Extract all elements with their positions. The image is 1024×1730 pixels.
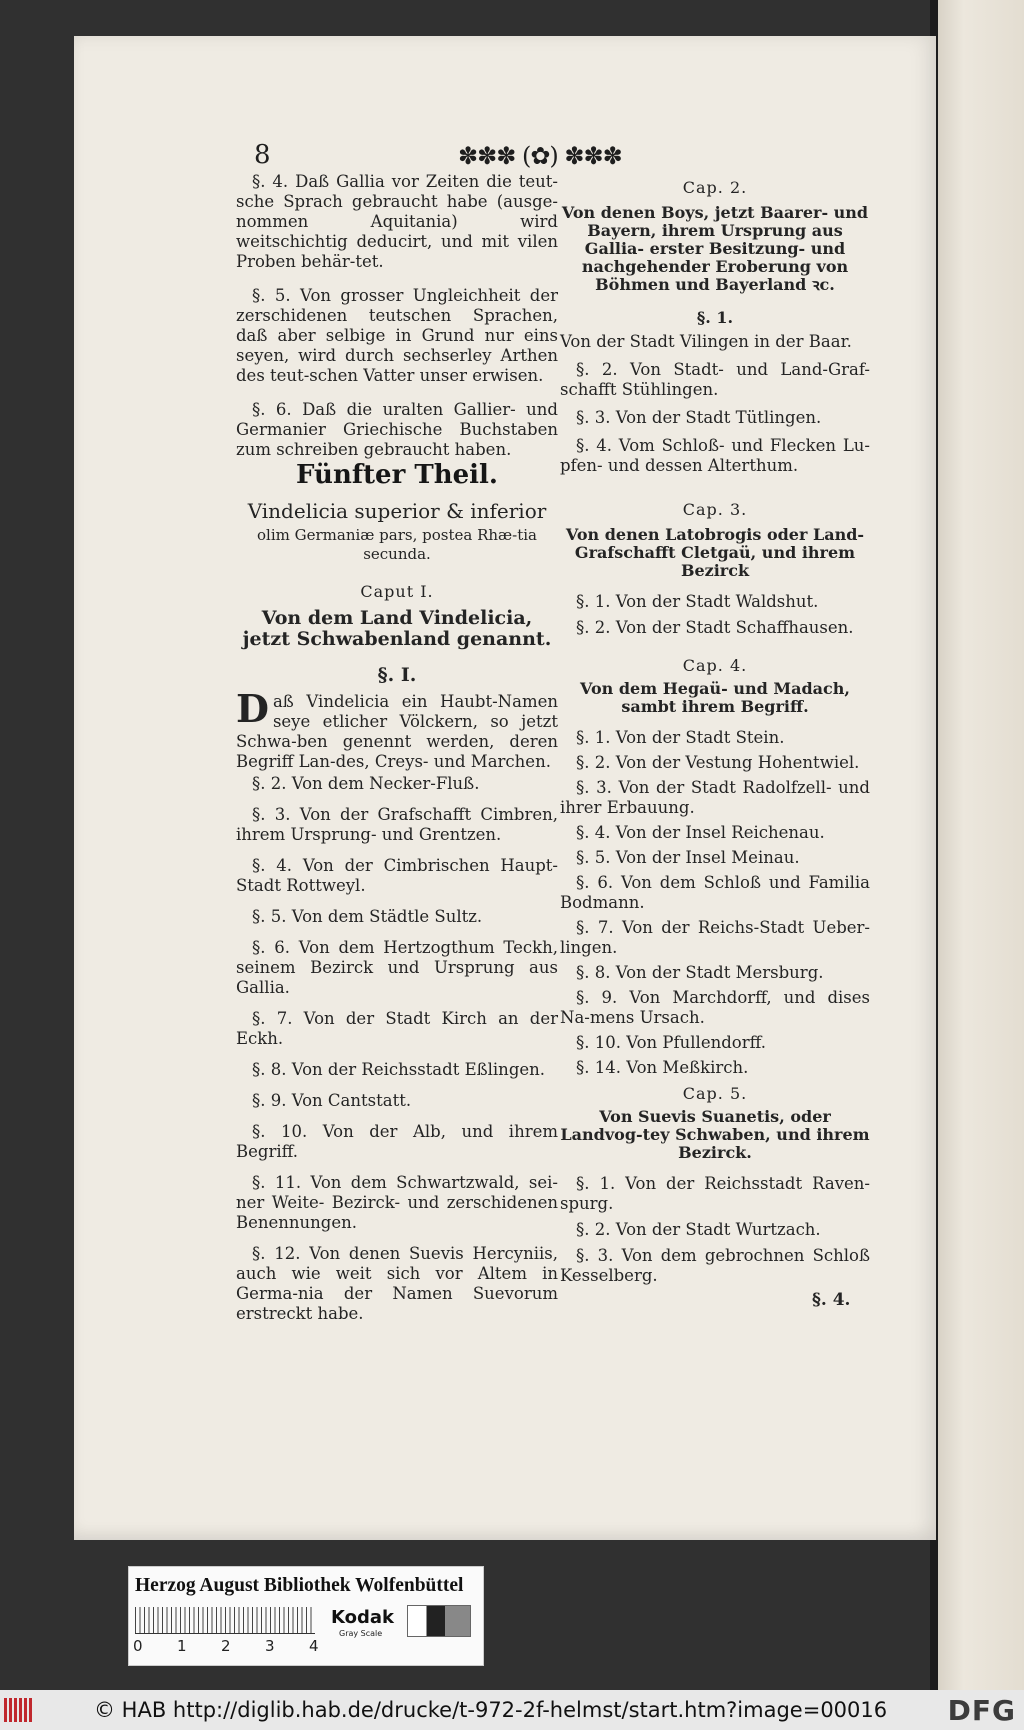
entry: §. 3. Von der Stadt Tütlingen. xyxy=(576,408,822,427)
cap-4-label: Cap. 4. xyxy=(682,656,748,675)
entry: §. 3. Von der Grafschafft Cimbren, ihrem Ursprung- und Grentzen. xyxy=(236,805,558,844)
cap-5-title: Von Suevis Suanetis, oder Landvog-tey Schwaben, und ihrem Bezirck. xyxy=(560,1107,870,1162)
cap-2-title: Von denen Boys, jetzt Baarer- und Bayern, ihrem Ursprung aus Gallia- erster Besitzung- und nachgehender Eroberung von Böhmen und Bayerland ꝛc. xyxy=(561,203,869,294)
entry: §. 1. Von der Stadt Stein. xyxy=(576,728,785,747)
cap-3-title: Von denen Latobrogis oder Land-Grafschafft Cletgaü, und ihrem Bezirck xyxy=(565,525,865,580)
cap-5-label: Cap. 5. xyxy=(682,1084,748,1103)
entry: §. 6. Von dem Hertzogthum Teckh, seinem Bezirck und Ursprung aus Gallia. xyxy=(236,938,558,997)
entries-top xyxy=(236,172,558,460)
entry: §. 6. Von dem Schloß und Familia Bodmann. xyxy=(560,873,870,912)
facing-page-edge xyxy=(938,0,1024,1690)
entry: §. 7. Von der Reichs-Stadt Ueber-lingen. xyxy=(560,918,870,957)
entry: §. 5. Von der Insel Meinau. xyxy=(576,848,800,867)
footer-bar xyxy=(0,1690,1024,1730)
entry: §. 2. Von Stadt- und Land-Graf-schafft Stühlingen. xyxy=(560,360,870,399)
part-subtitle: Vindelicia superior & inferior xyxy=(247,499,547,523)
dfg-logo: DFG xyxy=(947,1694,1016,1727)
catchword: §. 4. xyxy=(812,1290,851,1310)
library-name: Herzog August Bibliothek Wolfenbüttel xyxy=(135,1575,464,1596)
entry: §. 12. Von denen Suevis Hercyniis, auch wie weit sich vor Altem in Germa-nia der Namen Suevorum erstreckt habe. xyxy=(236,1244,558,1323)
gray-patch xyxy=(407,1605,471,1637)
cap-4-entries xyxy=(560,728,870,1078)
entry: §. 2. Von der Vestung Hohentwiel. xyxy=(576,753,860,772)
entry: §. 4. Daß Gallia vor Zeiten die teut-sche Sprach gebraucht habe (ausge-nommen Aquitania) wird weitschichtig deducirt, und mit vilen Proben behär-tet. xyxy=(236,172,558,271)
entry: §. 4. Vom Schloß- und Flecken Lu-pfen- und dessen Alterthum. xyxy=(560,436,870,475)
entry: §. 5. Von dem Städtle Sultz. xyxy=(252,907,483,926)
entries-list xyxy=(236,774,558,1324)
cap-3-label: Cap. 3. xyxy=(682,500,748,519)
page-number: 8 xyxy=(254,140,271,170)
entry: §. 2. Von dem Necker-Fluß. xyxy=(252,774,480,793)
part-title: Fünfter Theil. xyxy=(296,460,498,490)
entry: §. 9. Von Cantstatt. xyxy=(252,1091,412,1110)
part-subtitle-2: olim Germaniæ pars, postea Rhæ-tia secunda. xyxy=(257,526,537,563)
caput-label: Caput I. xyxy=(360,582,434,601)
cap-3-entries xyxy=(560,592,870,638)
entry: §. 9. Von Marchdorff, und dises Na-mens Ursach. xyxy=(560,988,870,1027)
kodak-logo: Kodak xyxy=(331,1607,394,1628)
entry: §. 11. Von dem Schwartzwald, sei-ner Weite- Bezirck- und zerschidenen Benennungen. xyxy=(236,1173,558,1232)
caput-title: Von dem Land Vindelicia, jetzt Schwabenland genannt. xyxy=(242,607,552,650)
entry: §. 1. Von der Reichsstadt Raven-spurg. xyxy=(560,1174,870,1213)
cap-5-entries xyxy=(560,1174,870,1286)
ruler-number: 3 xyxy=(265,1637,275,1655)
ruler-number: 1 xyxy=(177,1637,187,1655)
ruler-number: 4 xyxy=(309,1637,319,1655)
entry: §. 14. Von Meßkirch. xyxy=(576,1058,749,1077)
entry: §. 8. Von der Stadt Mersburg. xyxy=(576,963,824,982)
ruler-number: 0 xyxy=(133,1637,143,1655)
entry: §. 5. Von grosser Ungleichheit der zerschidenen teutschen Sprachen, daß aber selbige in Grund nur eins seyen, wird durch sechserley Arthen des teut-schen Vatter unser erwisen. xyxy=(236,286,558,385)
first-paragraph-text: aß Vindelicia ein Haubt-Namen seye etlicher Völckern, so jetzt Schwa-ben genennt werden, deren Begriff Lan-des, Creys- und Marchen. xyxy=(236,692,558,771)
entry: §. 4. Von der Insel Reichenau. xyxy=(576,823,825,842)
cap-2-label: Cap. 2. xyxy=(682,178,748,197)
entry: §. 3. Von dem gebrochnen Schloß Kesselberg. xyxy=(560,1246,870,1285)
cap-2-entries xyxy=(560,332,870,476)
entry: Von der Stadt Vilingen in der Baar. xyxy=(560,332,852,351)
drop-cap: D xyxy=(236,686,269,731)
color-scale-card xyxy=(128,1566,484,1666)
cap-2-section: §. 1. xyxy=(696,308,734,327)
ruler-number: 2 xyxy=(221,1637,231,1655)
first-paragraph xyxy=(236,686,558,772)
entry: §. 8. Von der Reichsstadt Eßlingen. xyxy=(252,1060,546,1079)
section-sign: §. I. xyxy=(377,664,417,686)
entry: §. 10. Von Pfullendorff. xyxy=(576,1033,766,1052)
entry: §. 10. Von der Alb, und ihrem Begriff. xyxy=(236,1122,558,1161)
cap-4-title: Von dem Hegaü- und Madach, sambt ihrem Begriff. xyxy=(580,679,850,716)
entry: §. 6. Daß die uralten Gallier- und Germanier Griechische Buchstaben zum schreiben gebraucht haben. xyxy=(236,400,558,459)
entry: §. 4. Von der Cimbrischen Haupt-Stadt Rottweyl. xyxy=(236,856,558,895)
entry: §. 2. Von der Stadt Wurtzach. xyxy=(576,1220,821,1239)
entry: §. 2. Von der Stadt Schaffhausen. xyxy=(576,618,854,637)
hab-logo-icon xyxy=(4,1698,46,1722)
entry: §. 7. Von der Stadt Kirch an der Eckh. xyxy=(236,1009,558,1048)
gray-scale-label: Gray Scale xyxy=(339,1629,383,1638)
entry: §. 1. Von der Stadt Waldshut. xyxy=(576,592,819,611)
source-url[interactable]: © HAB http://diglib.hab.de/drucke/t-972-2f-helmst/start.htm?image=00016 xyxy=(94,1698,888,1722)
book-page xyxy=(74,36,936,1540)
ruler xyxy=(135,1607,315,1634)
entry: §. 3. Von der Stadt Radolfzell- und ihrer Erbauung. xyxy=(560,778,870,817)
header-ornament: ✽✽✽ (✿) ✽✽✽ xyxy=(458,142,622,170)
